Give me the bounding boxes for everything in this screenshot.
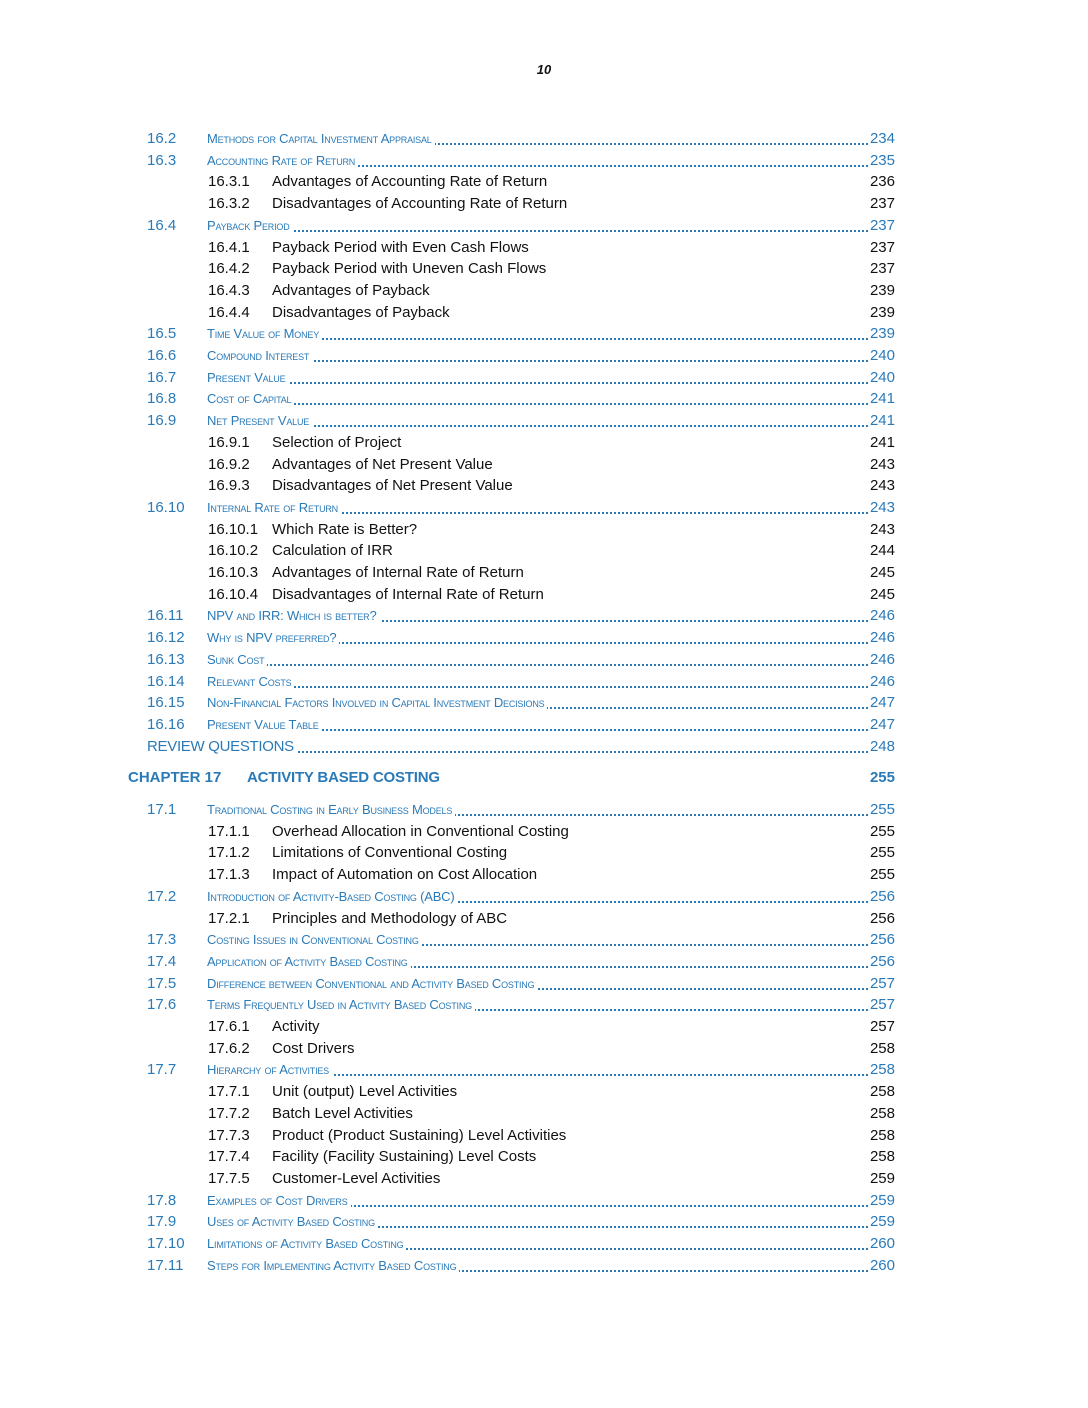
toc-entry-title[interactable]: Difference between Conventional and Activity Based Costing [207, 976, 537, 991]
toc-entry-page: 241 [868, 410, 895, 432]
toc-entry-page: 243 [868, 519, 895, 541]
toc-entry-title-wrap [272, 432, 895, 454]
dot-leader [207, 403, 895, 405]
toc-subentry[interactable] [0, 193, 1088, 215]
toc-entry-title[interactable]: Non-Financial Factors Involved in Capital Investment Decisions [207, 695, 547, 710]
toc-entry-title[interactable]: Why is NPV preferred? [207, 630, 339, 645]
toc-entry-page: 256 [868, 951, 895, 973]
toc-entry[interactable] [0, 692, 1088, 714]
toc-entry-page: 246 [868, 627, 895, 649]
toc-entry-title[interactable]: Present Value [207, 370, 288, 385]
toc-subentry[interactable] [0, 1081, 1088, 1103]
toc-subentry[interactable] [0, 171, 1088, 193]
toc-chapter-heading[interactable] [0, 767, 1088, 789]
toc-entry-title[interactable]: Internal Rate of Return [207, 500, 341, 515]
toc-entry-page: 245 [868, 562, 895, 584]
toc-entry-title-wrap [207, 671, 895, 693]
toc-entry-page: 247 [868, 692, 895, 714]
toc-entry-title-wrap [207, 388, 895, 410]
toc-entry-page: 237 [868, 258, 895, 280]
toc-entry-title-wrap [207, 627, 895, 649]
toc-entry-title[interactable]: Activity [272, 1018, 323, 1035]
toc-entry-number: 17.6.1 [208, 1018, 250, 1035]
toc-entry[interactable] [0, 345, 1088, 367]
toc-entry-title-wrap [272, 454, 895, 476]
toc-entry-page: 256 [868, 929, 895, 951]
toc-entry[interactable] [0, 649, 1088, 671]
toc-entry-number: 16.6 [147, 347, 177, 364]
toc-entry-page: 255 [868, 864, 895, 886]
toc-entry-title[interactable]: Cost of Capital [207, 391, 294, 406]
toc-entry-title-wrap [247, 767, 895, 789]
toc-entry-number: 17.1.3 [208, 866, 250, 884]
toc-entry-title[interactable]: Hierarchy of Activities [207, 1062, 332, 1077]
toc-entry-title-wrap [147, 736, 895, 758]
toc-subentry[interactable] [0, 1168, 1088, 1190]
toc-entry-page: 260 [868, 1233, 895, 1255]
toc-entry-number: 16.3 [147, 151, 177, 169]
toc-entry-page: 258 [868, 1059, 895, 1081]
toc-entry-title[interactable]: NPV and IRR: Which is better? [207, 608, 380, 623]
toc-entry-title[interactable]: Disadvantages of Payback [272, 304, 453, 321]
toc-entry[interactable] [0, 799, 1088, 821]
toc-subentry[interactable] [0, 237, 1088, 259]
toc-entry[interactable] [0, 627, 1088, 649]
toc-entry-number: 17.5 [147, 974, 177, 992]
toc-subentry[interactable] [0, 1103, 1088, 1125]
dot-leader [207, 230, 895, 232]
toc-entry-number: 17.2 [147, 887, 177, 905]
toc-entry[interactable] [0, 671, 1088, 693]
toc-entry-title[interactable]: Which Rate is Better? [272, 521, 420, 538]
toc-entry-title-wrap [207, 1255, 895, 1277]
toc-entry-title-wrap [272, 1125, 895, 1147]
toc-entry-number: 16.3.1 [208, 173, 250, 191]
toc-entry-number: 16.10.3 [208, 564, 259, 581]
toc-entry-page: 258 [868, 1125, 895, 1147]
toc-entry-title-wrap [207, 1211, 895, 1233]
toc-subentry[interactable] [0, 475, 1088, 497]
toc-entry-title[interactable]: Advantages of Net Present Value [272, 456, 496, 473]
dot-leader [207, 664, 895, 666]
toc-entry-title[interactable]: Traditional Costing in Early Business Models [207, 802, 455, 817]
toc-entry-page: 255 [868, 821, 895, 843]
toc-entry-title[interactable]: Disadvantages of Net Present Value [272, 477, 516, 494]
toc-entry-title[interactable]: REVIEW QUESTIONS [147, 738, 297, 755]
toc-entry[interactable] [0, 150, 1088, 172]
toc-entry-title-wrap [272, 237, 895, 259]
toc-entry-title[interactable]: Overhead Allocation in Conventional Costing [272, 823, 572, 840]
toc-entry-page: 257 [868, 973, 895, 995]
toc-entry-title[interactable]: Payback Period [207, 218, 293, 233]
toc-subentry[interactable] [0, 1038, 1088, 1060]
toc-entry-number: 16.11 [147, 607, 184, 625]
toc-entry-title[interactable]: Selection of Project [272, 434, 404, 451]
toc-entry-number: 16.15 [147, 694, 185, 712]
toc-entry[interactable] [0, 388, 1088, 410]
toc-entry-page: 239 [868, 323, 895, 345]
toc-entry-title-wrap [207, 886, 895, 908]
toc-subentry[interactable] [0, 908, 1088, 930]
toc-entry[interactable] [0, 128, 1088, 150]
toc-entry-title-wrap [207, 1059, 895, 1081]
toc-entry-title-wrap [207, 367, 895, 389]
toc-entry-title-wrap [207, 1233, 895, 1255]
toc-entry-title-wrap [272, 258, 895, 280]
toc-entry-title-wrap [207, 649, 895, 671]
toc-entry-title[interactable]: Net Present Value [207, 413, 312, 428]
toc-entry-title-wrap [272, 1103, 895, 1125]
toc-entry-title[interactable]: Product (Product Sustaining) Level Activities [272, 1127, 569, 1144]
toc-entry-number: 17.8 [147, 1191, 177, 1209]
toc-entry-page: 243 [868, 454, 895, 476]
toc-entry-title[interactable]: Facility (Facility Sustaining) Level Costs [272, 1148, 539, 1165]
toc-entry-title-wrap [207, 994, 895, 1016]
toc-subentry[interactable] [0, 454, 1088, 476]
toc-entry-number: 17.1 [147, 801, 177, 818]
toc-subentry[interactable] [0, 842, 1088, 864]
toc-entry-title-wrap [207, 1190, 895, 1212]
toc-subentry[interactable] [0, 584, 1088, 606]
toc-entry[interactable] [0, 323, 1088, 345]
toc-subentry[interactable] [0, 280, 1088, 302]
toc-entry-number: 16.4.2 [208, 260, 250, 278]
toc-entry-number: 16.5 [147, 325, 177, 343]
toc-entry-page: 234 [868, 128, 895, 150]
toc-entry-title-wrap [272, 519, 895, 541]
toc-entry-number: 17.10 [147, 1235, 185, 1252]
toc-entry-page: 256 [868, 908, 895, 930]
toc-entry-number: 17.2.1 [208, 909, 250, 927]
dot-leader [207, 686, 895, 688]
toc-entry-title-wrap [207, 714, 895, 736]
toc-entry-number: 16.13 [147, 650, 185, 668]
toc-entry-page: 240 [868, 345, 895, 367]
toc-entry[interactable] [0, 497, 1088, 519]
toc-entry-page: 241 [868, 432, 895, 454]
toc-entry-number: 16.9.3 [208, 477, 250, 495]
toc-entry-page: 243 [868, 497, 895, 519]
toc-entry-number: 17.6.2 [208, 1039, 250, 1057]
toc-entry-title[interactable]: Methods for Capital Investment Appraisal [207, 131, 435, 146]
toc-entry-page: 255 [868, 842, 895, 864]
toc-entry-title[interactable]: Payback Period with Even Cash Flows [272, 239, 532, 256]
toc-entry-page: 257 [868, 994, 895, 1016]
toc-entry-title[interactable]: Advantages of Accounting Rate of Return [272, 173, 550, 190]
toc-entry-number: 17.1.2 [208, 844, 250, 862]
toc-entry-title-wrap [272, 302, 895, 324]
toc-subentry[interactable] [0, 519, 1088, 541]
toc-entry-title-wrap [207, 799, 895, 821]
toc-entry-title-wrap [272, 1146, 895, 1168]
toc-entry-title-wrap [272, 280, 895, 302]
toc-entry-number: 16.9.1 [208, 433, 250, 451]
toc-subentry[interactable] [0, 864, 1088, 886]
toc-entry-number: 17.7.2 [208, 1104, 250, 1122]
toc-entry[interactable] [0, 714, 1088, 736]
toc-entry[interactable] [0, 973, 1088, 995]
toc-entry-title-wrap [272, 540, 895, 562]
toc-subentry[interactable] [0, 821, 1088, 843]
toc-entry-title-wrap [272, 475, 895, 497]
toc-entry[interactable] [0, 1255, 1088, 1277]
toc-entry-title-wrap [207, 410, 895, 432]
toc-entry-title-wrap [207, 929, 895, 951]
toc-entry-title[interactable]: Accounting Rate of Return [207, 153, 358, 168]
toc-entry-title-wrap [272, 584, 895, 606]
toc-entry-number: 16.7 [147, 368, 177, 386]
toc-subentry[interactable] [0, 258, 1088, 280]
toc-entry-title[interactable]: Introduction of Activity-Based Costing (ABC) [207, 889, 458, 904]
toc-entry-title-wrap [272, 1168, 895, 1190]
toc-entry-number: 16.10.2 [208, 542, 259, 560]
toc-entry-number: 16.4.1 [208, 238, 250, 256]
toc-entry-page: 247 [868, 714, 895, 736]
toc-entry-title[interactable]: Payback Period with Uneven Cash Flows [272, 260, 549, 277]
toc-subentry[interactable] [0, 1146, 1088, 1168]
toc-entry[interactable] [0, 605, 1088, 627]
toc-entry-page: 239 [868, 280, 895, 302]
toc-entry-number: CHAPTER 17 [128, 769, 222, 787]
toc-entry-title[interactable]: Costing Issues in Conventional Costing [207, 932, 422, 947]
toc-entry-page: 237 [868, 215, 895, 237]
toc-entry-number: 16.8 [147, 390, 177, 408]
toc-entry-number: 17.1.1 [208, 822, 250, 840]
toc-entry-title[interactable]: Advantages of Payback [272, 282, 433, 299]
toc-entry-title[interactable]: Compound Interest [207, 348, 312, 363]
toc-entry-page: 244 [868, 540, 895, 562]
toc-entry-title[interactable]: Steps for Implementing Activity Based Costing [207, 1258, 459, 1273]
toc-entry-page: 258 [868, 1081, 895, 1103]
toc-entry-number: 16.3.2 [208, 195, 250, 213]
toc-entry-page: 255 [868, 767, 895, 789]
toc-entry-title[interactable]: Application of Activity Based Costing [207, 954, 411, 969]
toc-entry[interactable] [0, 886, 1088, 908]
toc-entry-number: 16.4.3 [208, 281, 250, 299]
toc-entry-title[interactable]: Customer-Level Activities [272, 1170, 443, 1187]
toc-entry-title-wrap [272, 908, 895, 930]
toc-entry-title[interactable]: Disadvantages of Accounting Rate of Return [272, 195, 570, 212]
toc-entry-number: 17.11 [147, 1256, 184, 1274]
toc-subentry[interactable] [0, 562, 1088, 584]
toc-entry-title[interactable]: Advantages of Internal Rate of Return [272, 564, 527, 581]
toc-entry-page: 243 [868, 475, 895, 497]
toc-entry-title-wrap [207, 951, 895, 973]
toc-entry[interactable] [0, 215, 1088, 237]
toc-entry-page: 255 [868, 799, 895, 821]
toc-entry-page: 246 [868, 605, 895, 627]
toc-entry-page: 239 [868, 302, 895, 324]
toc-entry-number: 17.4 [147, 952, 177, 970]
toc-entry-title[interactable]: Unit (output) Level Activities [272, 1083, 460, 1100]
toc-entry-title-wrap [272, 562, 895, 584]
toc-subentry[interactable] [0, 302, 1088, 324]
toc-entry[interactable] [0, 951, 1088, 973]
toc-entry-title-wrap [272, 842, 895, 864]
toc-entry-title[interactable]: Limitations of Conventional Costing [272, 844, 510, 861]
toc-entry-title-wrap [272, 1016, 895, 1038]
toc-entry-title-wrap [207, 345, 895, 367]
toc-subentry[interactable] [0, 432, 1088, 454]
toc-entry-page: 258 [868, 1103, 895, 1125]
toc-entry-title-wrap [272, 1038, 895, 1060]
toc-entry[interactable] [0, 367, 1088, 389]
toc-entry-title[interactable]: Time Value of Money [207, 326, 322, 341]
toc-entry-title-wrap [207, 692, 895, 714]
page-number: 10 [536, 62, 552, 77]
toc-entry-page: 259 [868, 1168, 895, 1190]
toc-entry-page: 259 [868, 1211, 895, 1233]
toc-entry-number: 16.4.4 [208, 303, 250, 321]
toc-entry-title-wrap [272, 864, 895, 886]
toc-entry-number: 16.10.4 [208, 585, 259, 603]
toc-entry-title[interactable]: Calculation of IRR [272, 542, 396, 559]
toc-entry-number: 17.6 [147, 996, 177, 1014]
toc-entry-page: 257 [868, 1016, 895, 1038]
toc-entry[interactable] [0, 1211, 1088, 1233]
toc-entry[interactable] [0, 1233, 1088, 1255]
toc-entry-title[interactable]: Limitations of Activity Based Costing [207, 1236, 406, 1251]
toc-entry-number: 17.9 [147, 1213, 177, 1231]
toc-entry[interactable] [0, 736, 1088, 758]
toc-subentry[interactable] [0, 1125, 1088, 1147]
toc-entry-page: 240 [868, 367, 895, 389]
toc-entry-number: 17.7 [147, 1061, 177, 1079]
toc-entry-page: 241 [868, 388, 895, 410]
toc-entry-page: 259 [868, 1190, 895, 1212]
toc-entry-title-wrap [207, 128, 895, 150]
toc-entry-title[interactable]: Batch Level Activities [272, 1105, 416, 1122]
toc-entry-number: 16.9 [147, 412, 177, 430]
toc-entry-page: 258 [868, 1146, 895, 1168]
toc-entry-number: 16.10.1 [208, 520, 259, 538]
toc-entry-page: 237 [868, 237, 895, 259]
toc-entry-title[interactable]: Disadvantages of Internal Rate of Return [272, 586, 547, 603]
toc-entry-page: 237 [868, 193, 895, 215]
toc-entry-title[interactable]: Principles and Methodology of ABC [272, 910, 510, 927]
toc-entry-title[interactable]: Relevant Costs [207, 674, 294, 689]
toc-entry-number: 16.4 [147, 216, 177, 234]
toc-entry-title[interactable]: Terms Frequently Used in Activity Based Costing [207, 997, 475, 1012]
toc-entry-page: 260 [868, 1255, 895, 1277]
toc-entry-number: 16.14 [147, 672, 185, 690]
toc-entry-number: 16.10 [147, 498, 185, 516]
toc-entry-number: 16.9.2 [208, 455, 250, 473]
toc-entry[interactable] [0, 1190, 1088, 1212]
toc-subentry[interactable] [0, 540, 1088, 562]
toc-entry-page: 248 [868, 736, 895, 758]
toc-entry-title-wrap [207, 973, 895, 995]
toc-entry-number: 17.7.1 [208, 1083, 250, 1101]
toc-entry-page: 246 [868, 671, 895, 693]
toc-entry-title-wrap [207, 605, 895, 627]
toc-entry-title[interactable]: Uses of Activity Based Costing [207, 1214, 378, 1229]
dot-leader [207, 382, 895, 384]
toc-entry-page: 258 [868, 1038, 895, 1060]
toc-entry-title-wrap [207, 323, 895, 345]
toc-entry[interactable] [0, 929, 1088, 951]
toc-entry-page: 236 [868, 171, 895, 193]
toc-entry-page: 256 [868, 886, 895, 908]
toc-entry-number: 16.2 [147, 130, 177, 147]
toc-entry-number: 17.7.5 [208, 1169, 250, 1187]
toc-entry-title-wrap [207, 215, 895, 237]
toc-entry-number: 17.7.4 [208, 1148, 250, 1166]
toc-subentry[interactable] [0, 1016, 1088, 1038]
toc-entry-title[interactable]: Cost Drivers [272, 1040, 358, 1057]
toc-entry-page: 246 [868, 649, 895, 671]
toc-entry-title[interactable]: Impact of Automation on Cost Allocation [272, 866, 540, 883]
toc-entry-title-wrap [207, 497, 895, 519]
toc-entry-title-wrap [272, 171, 895, 193]
toc-entry-title[interactable]: Sunk Cost [207, 652, 267, 667]
toc-entry-number: 17.7.3 [208, 1126, 250, 1144]
toc-entry-title-wrap [272, 821, 895, 843]
toc-entry-number: 16.16 [147, 715, 185, 733]
toc-entry-title-wrap [272, 193, 895, 215]
toc-entry-number: 16.12 [147, 629, 185, 647]
toc-entry[interactable] [0, 994, 1088, 1016]
toc-entry-page: 235 [868, 150, 895, 172]
toc-entry[interactable] [0, 1059, 1088, 1081]
toc-entry-title[interactable]: ACTIVITY BASED COSTING [247, 769, 443, 786]
toc-entry[interactable] [0, 410, 1088, 432]
toc-entry-number: 17.3 [147, 931, 177, 949]
toc-entry-title[interactable]: Examples of Cost Drivers [207, 1193, 351, 1208]
toc-entry-page: 245 [868, 584, 895, 606]
toc-entry-title-wrap [272, 1081, 895, 1103]
toc-entry-title[interactable]: Present Value Table [207, 717, 322, 732]
toc-entry-title-wrap [207, 150, 895, 172]
